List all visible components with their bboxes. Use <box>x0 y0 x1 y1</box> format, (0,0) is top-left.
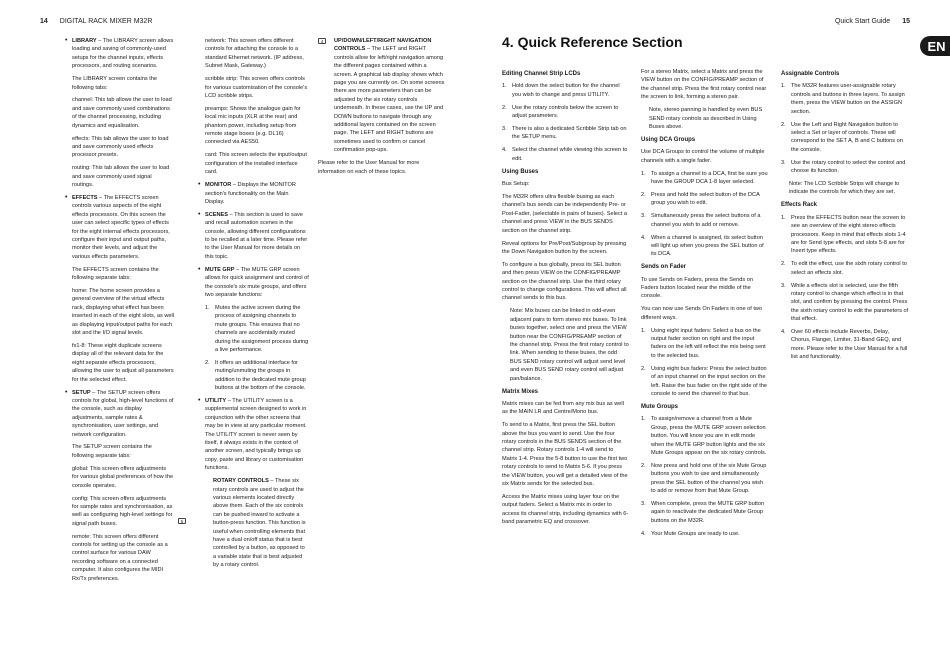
channel-tab-desc: channel: This tab allows the user to load and save commonly used combinations of the channel processing, including dynamics and equalisation. <box>72 97 172 129</box>
setup-item: • SETUP – The SETUP screen offers controls for global, high-level functions of the console, such as display adjustments, sample rates & synchronisation, user settings, and network configuration. <box>64 389 174 439</box>
language-tab: EN <box>920 36 950 56</box>
global-tab-desc: global: This screen offers adjustments for various global preferences of how the console operates. <box>72 465 174 489</box>
bus-link-note: Note: Mix buses can be linked in odd-even adjacent pairs to form stereo mix buses. To link buses together, select one and press the VIEW button near the CONFIG/PREAMP section of the channel strip. Press the first rotary control to link. When sending to these buses, the odd BUS SEND rotary control will adjust send level and even BUS SEND rotary control will adjust pan/balance. <box>510 308 629 382</box>
column-1 <box>64 37 174 588</box>
assign-note: Note: The LCD Scribble Strips will change to indicate the controls for which they are set. <box>789 180 900 196</box>
rotary-controls-item: ROTARY CONTROLS – These six rotary controls are used to adjust the various elements located directly above them. Each of the six controls can be pushed inward to activate a button-press function. This function is useful when controlling elements that have a dual on/off status that is best controlled by a button, as opposed to a variable state that is best adjusted by a rotary control. <box>213 478 306 569</box>
sends-on-fader-heading: Sends on Fader <box>641 264 687 271</box>
routing-tab-desc: routing: This tab allows the user to load and save commonly used signal routings. <box>72 165 170 189</box>
effects-item: • EFFECTS – The EFFECTS screen controls various aspects of the eight effects processors. On this screen the user can select specific types of effects for the eight internal effects processors, configure their input and output paths, monitor their levels, and adjust the various effects parameters. <box>64 194 174 261</box>
preamps-tab-desc: preamps: Shows the analogue gain for local mic inputs (XLR at the rear) and phantom power, including setup from remote stage boxes (e.g. DL16) connected via AES50. <box>205 105 301 146</box>
dca-groups-heading: Using DCA Groups <box>641 136 696 143</box>
effects-tab-desc: effects: This tab allows the user to load and save commonly used effects processor presets. <box>72 135 169 159</box>
dca-step-4: 4. When a channel is assigned, its select button will light up when you press the SEL button of its DCA. <box>641 234 764 258</box>
editing-lcds-heading: Editing Channel Strip LCDs <box>502 71 581 77</box>
edit-step-3: 3. There is also a dedicated Scribble Strip tab on the SETUP menu. <box>502 126 627 141</box>
fx-step-1: 1. Press the EFFECTS button near the screen to see an overview of the eight stereo effects processors. Keep in mind that effects slots 1-4 are for Send type effects, and slots 5-8 are for Insert type effects. <box>781 214 906 255</box>
fader-step-2: 2. Using eight bus faders: Press the select button of an input channel on the input section on the left. Raise the bus fader on the right side of the console to send the channel to that bus. <box>641 365 767 397</box>
mute-step-3: 3. When complete, press the MUTE GRP button again to reactivate the dedicated Mute Group buttons on the M32R. <box>641 500 765 524</box>
column-4 <box>502 68 630 531</box>
matrix-text-1: Matrix mixes can be fed from any mix bus as well as the MAIN LR and Centre/Mono bus. <box>502 400 624 416</box>
column-6 <box>781 68 909 366</box>
matrix-mixes-heading: Matrix Mixes <box>502 388 539 395</box>
fx-tab-desc: fx1-8: These eight duplicate screens display all of the relevant data for the eight separate effects processors, allowing the user to adjust all parameters for the selected effect. <box>72 343 174 383</box>
bus-setup-text-3: To configure a bus globally, press its SEL button and then press VIEW on the CONFIG/PREAMP section on the channel strip. Use the third rotary control to change configurations. This will affect all channel sends to this bus. <box>502 261 627 302</box>
column-5 <box>641 68 769 543</box>
assignable-controls-heading: Assignable Controls <box>781 71 840 77</box>
setup-tabs-intro: The SETUP screen contains the following separate tabs: <box>72 444 152 459</box>
network-tab-desc: network: This screen offers different controls for attaching the console to a standard Ethernet network. (IP address, Subnet Mask, Gateway.) <box>205 38 304 70</box>
column-2 <box>197 37 309 574</box>
right-page-number: 15 <box>902 18 910 25</box>
mute-function-2: 2. It offers an additional interface for muting/unmuting the groups in addition to the dedicated mute group buttons at the bottom of the console. <box>205 359 306 392</box>
utility-item: • UTILITY – The UTILITY screen is a supplemental screen designed to work in conjunction with the other screens that may be in view at any particular moment. The UTILITY screen is never seen by itself, it always exists in the context of another screen, and typically brings up copy, paste and library or customisation functions. <box>197 397 309 473</box>
refer-manual-note: Please refer to the User Manual for more information on each of these topics. <box>318 160 420 175</box>
effects-rack-heading: Effects Rack <box>781 202 818 209</box>
bus-setup-text-2: Reveal options for Pre/Post/Subgroup by pressing the Down Navigation button by the screen. <box>502 240 627 255</box>
using-buses-heading: Using Buses <box>502 168 539 175</box>
bus-setup-label: Bus Setup: <box>502 181 530 188</box>
mute-grp-item: • MUTE GRP – The MUTE GRP screen allows for quick assignment and control of the console's six mute groups, and offers two separate functions: <box>197 266 309 300</box>
bus-setup-text-1: The M32R offers ultra flexible busing as each channel's bus sends can be independently Pre- or Post-Fader, (selectable in pairs of buses). Select a channel and press VIEW in the BUS SENDS section on the channel strip. <box>502 193 627 234</box>
edit-step-2: 2. Use the rotary controls below the screen to adjust parameters. <box>502 104 619 120</box>
monitor-item: • MONITOR – Displays the MONITOR section's functionality on the Main Display. <box>197 181 309 206</box>
fader-step-1: 1. Using eight input faders: Select a bus on the output fader section on right and the input faders on the left will reflect the mix being sent to the selected bus. <box>641 327 766 359</box>
fx-step-3: 3. While a effects slot is selected, use the fifth rotary control to change which effect is in that slot, and confirm by pressing the control. Press the sixth rotary control to edit the parameters of that effect. <box>781 282 909 323</box>
dca-step-3: 3. Simultaneously press the select buttons of a channel you wish to add or remove. <box>641 213 761 228</box>
effects-tabs-intro: The EFFECTS screen contains the following separate tabs: <box>72 266 159 282</box>
edit-step-4: 4. Select the channel while viewing this screen to edit. <box>502 147 628 162</box>
home-tab-desc: home: The home screen provides a general overview of the virtual effects rack, displaying what effect has been inserted in each of the eight slots, as well as displaying input/output paths for each slot and the I/O signal levels. <box>72 288 174 337</box>
assign-step-3: 3. Use the rotary control to select the control and choose its function. <box>781 159 906 175</box>
edit-step-1: 1. Hold down the select button for the channel you wish to change and press UTILITY. <box>502 83 620 98</box>
sends-on-fader-intro-2: You can now use Sends On Faders in one of two different ways. <box>641 306 763 321</box>
fx-step-4: 4. Over 60 effects include Reverbs, Delay, Chorus, Flanger, Limiter, 31-Band GEQ, and more. Please refer to the User Manual for a full list and functionality. <box>781 329 908 361</box>
left-page-number: 14 <box>40 18 48 25</box>
left-header-title: DIGITAL RACK MIXER M32R <box>59 18 153 25</box>
fx-step-2: 2. To edit the effect, use the sixth rotary control to select an effects slot. <box>781 261 907 276</box>
callout-tag-5: 5 <box>178 518 186 524</box>
stereo-matrix-text: For a stereo Matrix, select a Matrix and press the VIEW button on the CONFIG/PREAMP section of the channel strip. Press the first rotary control near the screen to link, forming a stereo pair. <box>641 69 767 101</box>
library-tabs-intro: The LIBRARY screen contains the following tabs: <box>72 76 157 91</box>
mute-step-1: 1. To assign/remove a channel from a Mute Group, press the MUTE GRP screen selection button. You will know you are in edit mode when the MUTE GRP button lights and the six Mute Groups appear on the six rotary controls. <box>641 416 767 456</box>
remote-tab-desc: remote: This screen offers different controls for setting up the console as a control surface for various DAW recording software on a connected computer. It also configures the MIDI Rx/Tx preferences. <box>72 533 168 582</box>
config-tab-desc: config: This screen offers adjustments for sample rates and synchronisation, as well as configuring high-level settings for signal path buses. <box>72 495 173 527</box>
matrix-text-3: Access the Matrix mixes using layer four on the output faders. Select a Matrix mix in order to access its channel strip, including dynamics with 6-band parametric EQ and crossover. <box>502 493 629 526</box>
matrix-text-2: To send to a Matrix, first press the SEL button above the bus you want to send. Use the four rotary controls in the BUS SENDS section of the channel strip. Rotary controls 1-4 will send to Matrix 1-4. Press the 5-8 button to use the first two rotary controls to send to Matrix 5-6. If you press the VIEW button, you will get a detailed view of the six Matrix sends for the selected bus. <box>502 422 628 488</box>
navigation-controls-item: UP/DOWN/LEFT/RIGHT NAVIGATION CONTROLS – The LEFT and RIGHT controls allow for left/right navigation among the different pages contained within a screen. A graphical tab display shows which page you are currently on. On some screens there are more parameters than can be adjusted by the six rotary controls underneath. In these cases, use the UP and DOWN buttons to navigate through any additional layers contained on the screen page. The LEFT and RIGHT buttons are sometimes used to confirm or cancel confirmation pop-ups. <box>334 38 445 154</box>
dca-intro: Use DCA Groups to control the volume of multiple channels with a single fader. <box>641 149 765 164</box>
column-3 <box>318 37 446 181</box>
right-header-title: Quick Start Guide <box>834 18 891 25</box>
right-running-header <box>835 18 910 25</box>
scribble-tab-desc: scribble strip: This screen offers controls for various customisation of the console's LCD scribble strips. <box>205 76 308 99</box>
assign-step-2: 2. Use the Left and Right Navigation button to select a Set or layer of controls. These will correspond to the SET A, B and C buttons on the console. <box>781 121 903 153</box>
mute-step-4: 4. Your Mute Groups are ready to use. <box>641 530 740 537</box>
sends-on-fader-intro: To use Sends on Faders, press the Sends on Faders button located near the middle of the console. <box>641 276 753 300</box>
library-item: • LIBRARY – The LIBRARY screen allows loading and saving of commonly-used setups for the channel inputs, effects processors, and routing scenarios. <box>64 37 174 71</box>
mute-step-2: 2. Now press and hold one of the six Mute Group buttons you wish to use and simultaneously press the SEL button of the channel you wish to add or remove from that Mute Group. <box>641 462 767 495</box>
dca-step-1: 1. To assign a channel to a DCA, first be sure you have the GROUP DCA 1-8 layer selected. <box>641 170 768 185</box>
stereo-panning-note: Note, stereo panning is handled by even BUS SEND rotary controls as described in Using Buses above. <box>649 107 763 130</box>
dca-step-2: 2. Press and hold the select button of the DCA group you wish to edit. <box>641 191 760 207</box>
mute-groups-heading: Mute Groups <box>641 403 678 410</box>
mute-function-1: 1. Mutes the active screen during the process of assigning channels to mute groups. This ensures that no channels are accidentally muted during the assignment process during a live performance. <box>205 304 309 353</box>
assign-step-1: 1. The M32R features user-assignable rotary controls and buttons in three layers. To assign them, press the VIEW button on the ASSIGN section. <box>781 83 905 115</box>
scenes-item: • SCENES – This section is used to save and recall automation scenes in the console, allowing different configurations to be recalled at a later time. Please refer to the User Manual for more details on this topic. <box>197 211 309 261</box>
left-running-header <box>40 18 152 25</box>
section-title: 4. Quick Reference Section <box>502 34 683 50</box>
card-tab-desc: card: This screen selects the input/output configuration of the installed interface card. <box>205 152 307 176</box>
callout-tag-4: 4 <box>318 38 326 44</box>
